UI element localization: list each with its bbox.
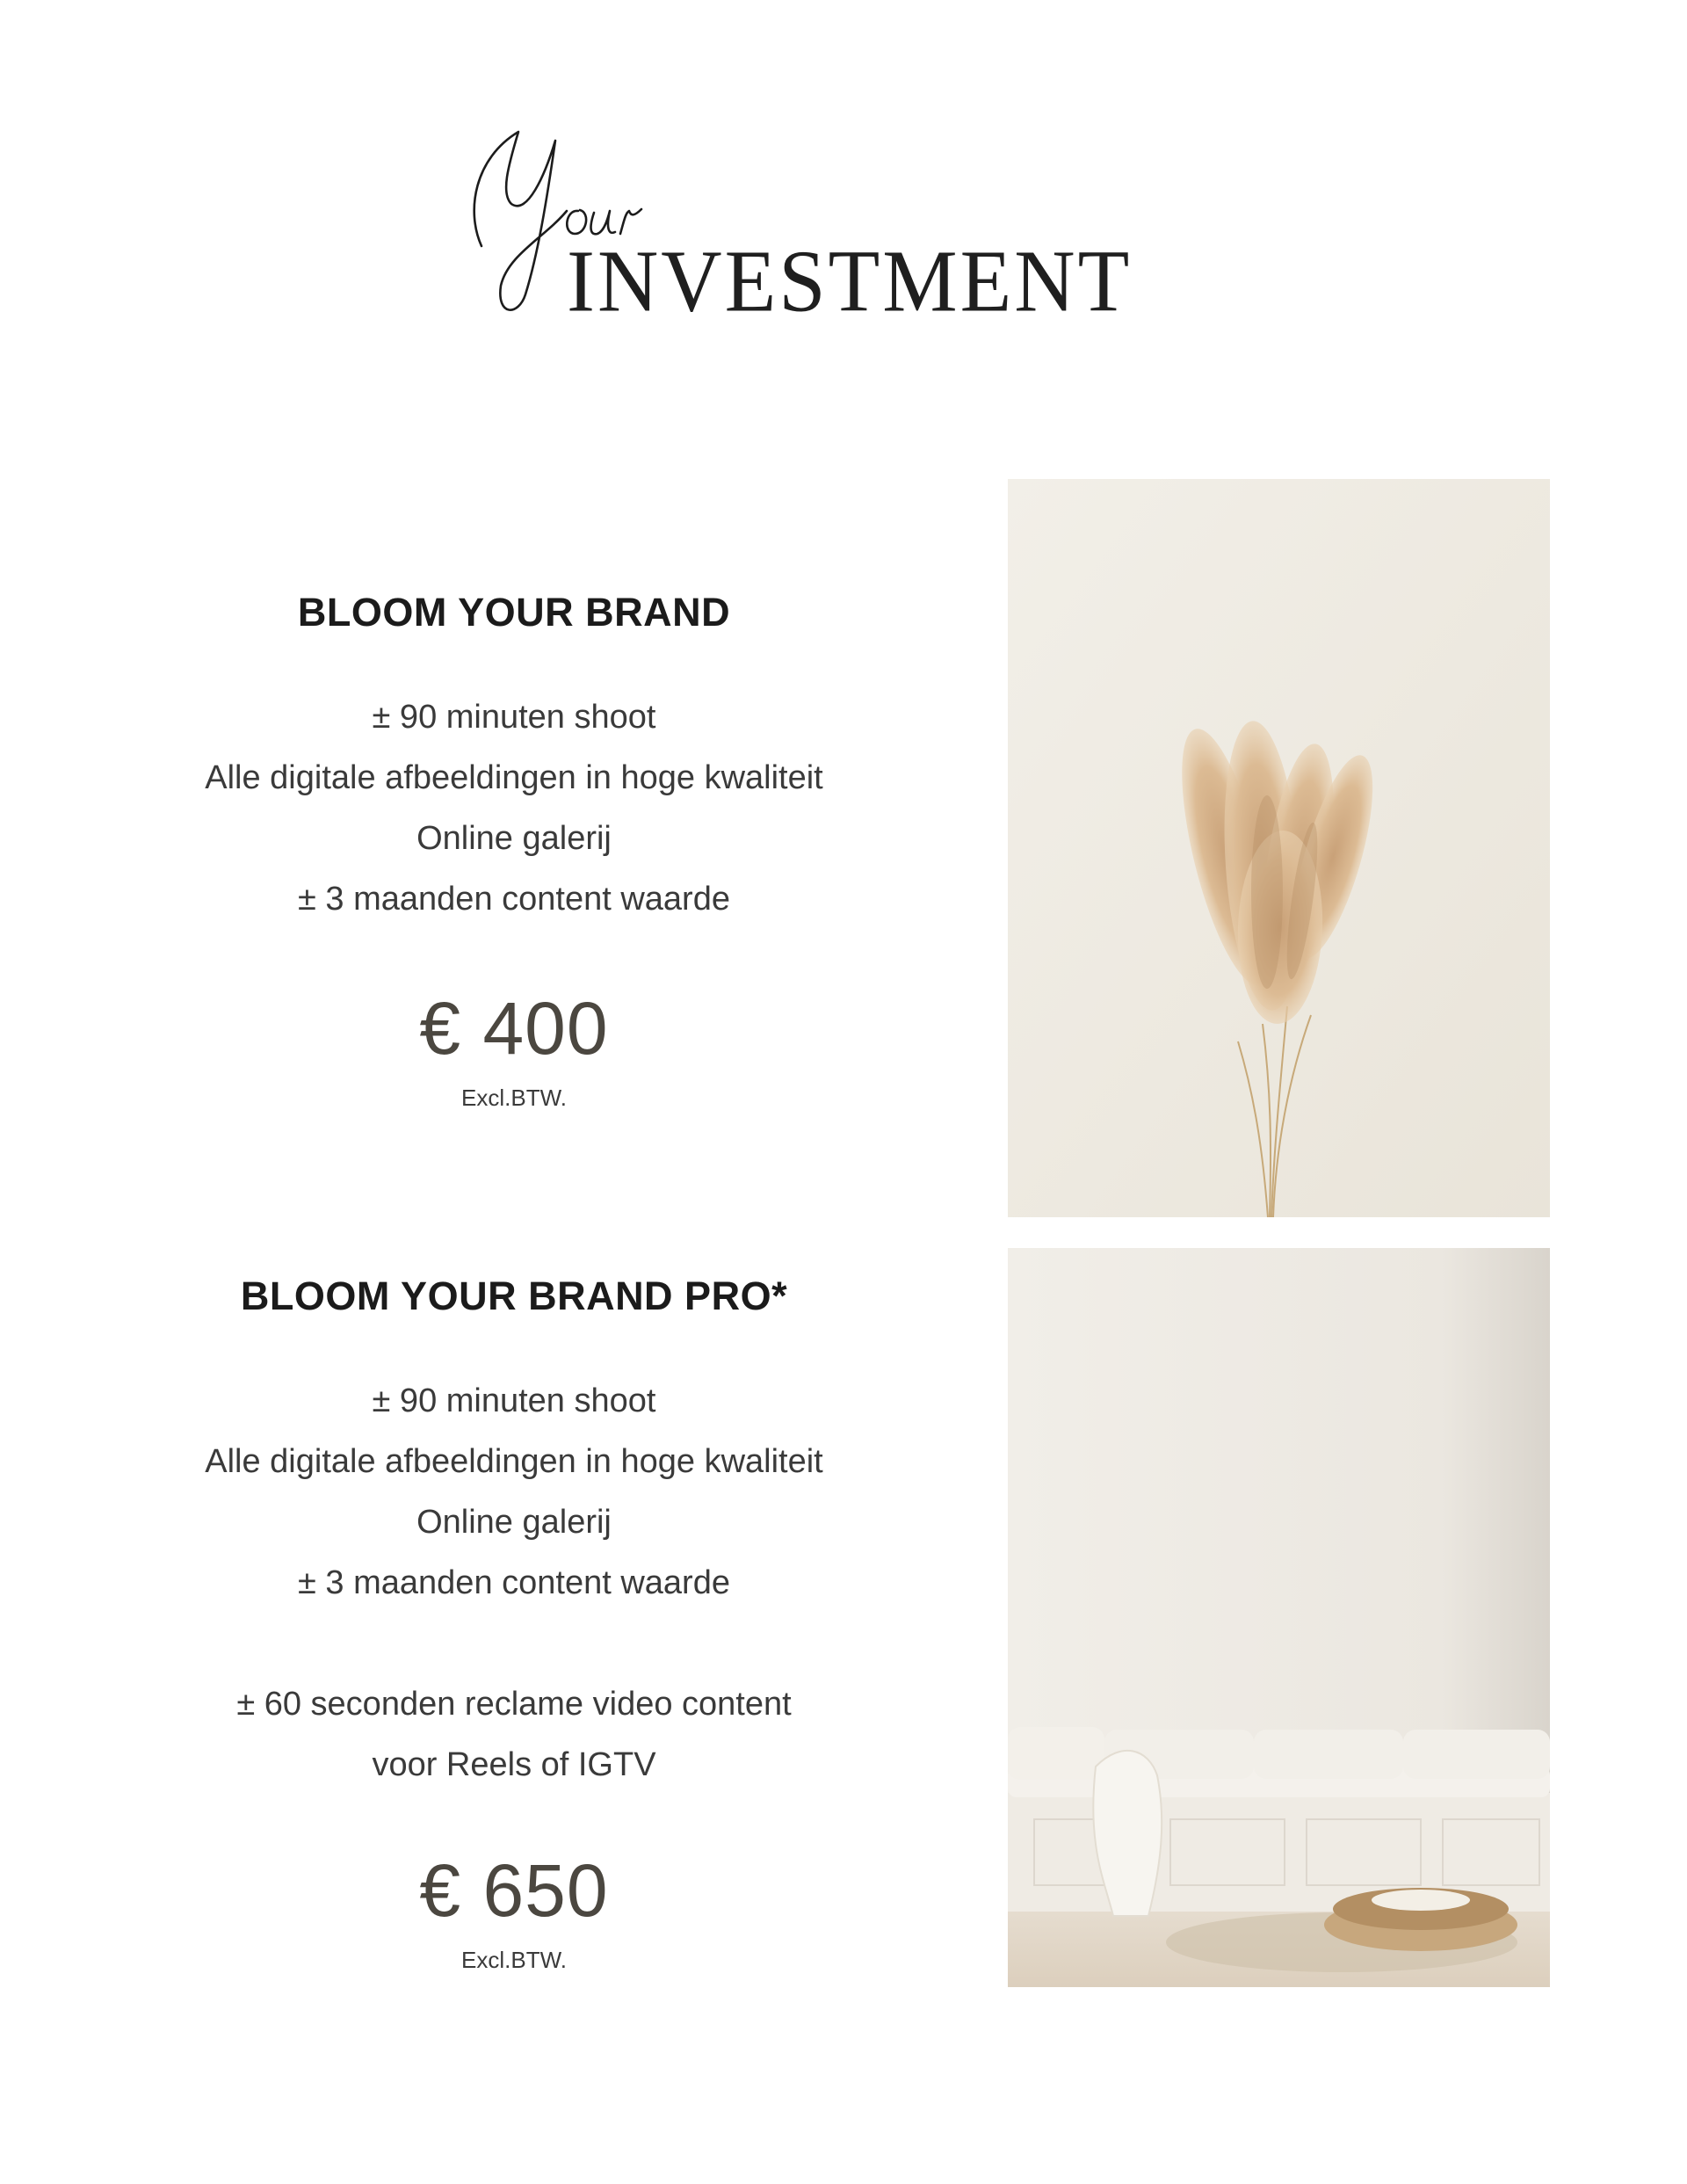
package-extra: ± 60 seconden reclame video content — [236, 1686, 792, 1723]
package-feature-list — [123, 1371, 905, 1796]
package-feature: ± 90 minuten shoot — [372, 699, 656, 736]
tax-note: Excl.BTW. — [461, 1947, 567, 1973]
package-feature: Online galerij — [416, 820, 612, 857]
package-title: BLOOM YOUR BRAND — [297, 590, 731, 635]
package-feature: Alle digitale afbeeldingen in hoge kwaliteit — [205, 759, 823, 796]
package-title: BLOOM YOUR BRAND PRO* — [240, 1273, 788, 1318]
package-feature: Alle digitale afbeeldingen in hoge kwaliteit — [205, 1443, 823, 1480]
package-feature: Online galerij — [416, 1504, 612, 1541]
price-block — [123, 1849, 905, 1974]
package-feature-list — [123, 687, 905, 930]
package-price: € 650 — [419, 1849, 609, 1932]
package-feature: ± 3 maanden content waarde — [298, 881, 730, 918]
package-feature: ± 3 maanden content waarde — [298, 1564, 730, 1601]
page-title: INVESTMENT — [567, 231, 1133, 330]
package-bloom-your-brand — [123, 589, 905, 1112]
package-extra: voor Reels of IGTV — [372, 1746, 656, 1783]
interior-bench-photo — [1008, 1248, 1550, 1987]
package-feature: ± 90 minuten shoot — [372, 1382, 656, 1419]
package-bloom-your-brand-pro — [123, 1273, 905, 1974]
price-block — [123, 987, 905, 1112]
package-price: € 400 — [419, 987, 609, 1070]
tax-note: Excl.BTW. — [461, 1085, 567, 1111]
pampas-grass-photo — [1008, 479, 1550, 1217]
